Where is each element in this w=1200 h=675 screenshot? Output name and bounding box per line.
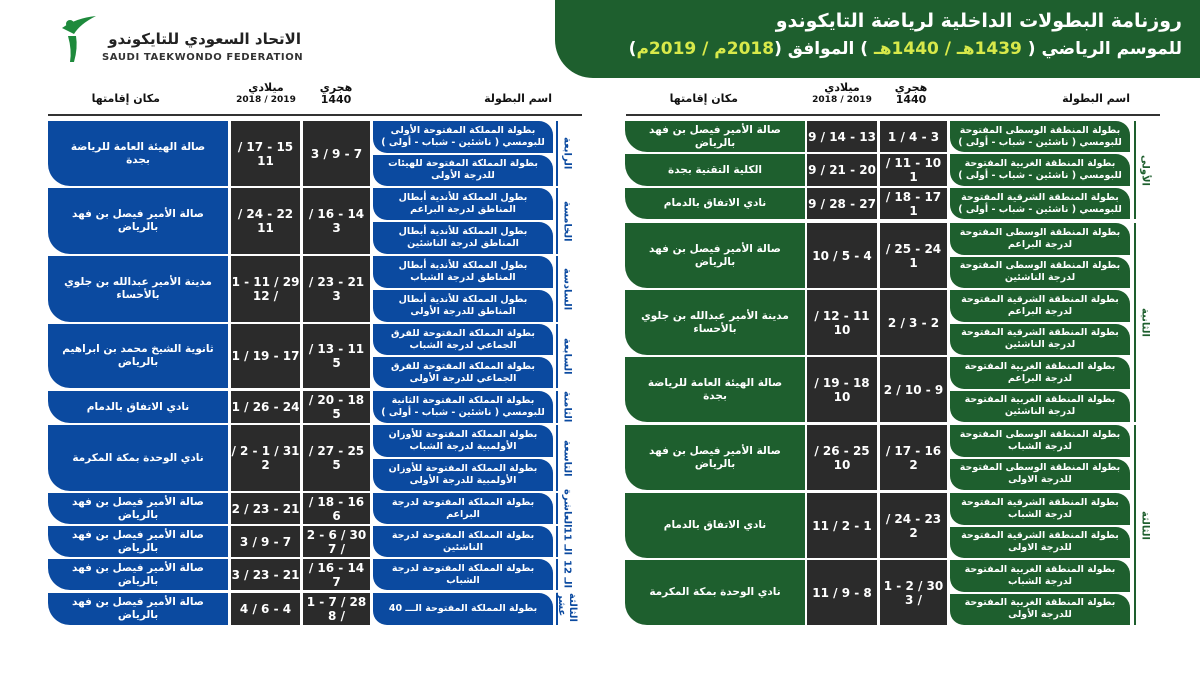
round-label: الأولى — [1134, 121, 1154, 219]
venue: مدينة الأمير عبدالله بن جلوي بالأحساء — [625, 290, 805, 355]
miladi-date: 20 - 21 / 9 — [807, 154, 877, 186]
championship-name: بطولة المنطقة الغربية المفتوحة لدرجة الناشئين — [950, 391, 1130, 423]
championship-name: بطولة المنطقة الشرقية المفتوحة لدرجة الناشئين — [950, 324, 1130, 356]
championship-name: بطول المملكة للأندية أبطال المناطق لدرجة الناشئين — [373, 222, 553, 254]
miladi-date: 25 - 26 / 10 — [807, 425, 877, 490]
round-label: الثامنة — [556, 391, 576, 423]
round-label: الثالثة — [1134, 425, 1154, 625]
miladi-date: 24 - 26 / 1 — [231, 391, 300, 423]
championship-name: بطولة المنطقة الغربية المفتوحة لدرجة البراعم — [950, 357, 1130, 389]
hijri-date: 30 / 6 - 2 / 7 — [303, 526, 370, 557]
championship-name: بطولة المنطقة الوسطى المفتوحة للدرجة الاولى — [950, 459, 1130, 491]
miladi-date: 17 - 19 / 1 — [231, 324, 300, 388]
miladi-date: 31 / 1 - 2 / 2 — [231, 425, 300, 491]
round-label: التاسعة — [556, 425, 576, 491]
miladi-date: 13 - 14 / 9 — [807, 121, 877, 152]
championship-name: بطولة المملكة المفتوحة الثانية للبومسي ( ناشئين - شباب - أولى ) — [373, 391, 553, 423]
hijri-date: 2 - 3 / 2 — [880, 290, 947, 355]
championship-name: بطولة المملكة المفتوحة الـــ 40 — [373, 593, 553, 625]
miladi-date: 11 - 12 / 10 — [807, 290, 877, 355]
miladi-date: 4 - 5 / 10 — [807, 223, 877, 288]
championship-name: بطولة المنطقة الغربية المفتوحة للدرجة الأولى — [950, 594, 1130, 626]
round-label: الـ 11 — [556, 526, 576, 557]
venue: صالة الأمير فيصل بن فهد بالرياض — [625, 223, 805, 288]
championship-name: بطولة المملكة المفتوحة لدرجة الناشئين — [373, 526, 553, 557]
venue: نادي الوحدة بمكة المكرمة — [48, 425, 228, 491]
championship-name: بطولة المنطقة الوسطى المفتوحة للبومسي ( ناشئين - شباب - أولى ) — [950, 121, 1130, 152]
championship-name: بطولة المنطقة الشرقية المفتوحة للبومسي ( ناشئين - شباب - أولى ) — [950, 188, 1130, 219]
left-col-hijri: هجري 1440 — [319, 81, 353, 106]
right-col-name: اسم البطولة — [1062, 92, 1130, 105]
round-label: الثالثة عشر — [556, 593, 576, 625]
championship-name: بطولة المملكة المفتوحة لدرجة الشباب — [373, 559, 553, 590]
championship-name: بطولة المنطقة الوسطى المفتوحة لدرجة الناشئين — [950, 257, 1130, 289]
left-col-name: اسم البطولة — [484, 92, 552, 105]
round-label: الثانية — [1134, 223, 1154, 422]
header-title: روزنامة البطولات الداخلية لرياضة التايكوندو — [775, 10, 1182, 32]
miladi-date: 15 - 17 / 11 — [231, 121, 300, 186]
round-label: الـ 12 — [556, 559, 576, 590]
taekwondo-logo-icon — [58, 14, 98, 64]
venue: نادي الاتفاق بالدمام — [625, 493, 805, 558]
hijri-date: 16 - 17 / 2 — [880, 425, 947, 490]
hijri-date: 3 - 4 / 1 — [880, 121, 947, 152]
hijri-date: 24 - 25 / 1 — [880, 223, 947, 288]
round-label: الخامسة — [556, 188, 576, 254]
hijri-date: 14 - 16 / 3 — [303, 188, 370, 254]
hijri-date: 28 / 7 - 1 / 8 — [303, 593, 370, 625]
hijri-date: 9 - 10 / 2 — [880, 357, 947, 422]
hijri-date: 25 - 27 / 5 — [303, 425, 370, 491]
venue: صالة الأمير فيصل بن فهد بالرياض — [48, 188, 228, 254]
venue: مدينة الأمير عبدالله بن جلوي بالأحساء — [48, 256, 228, 322]
miladi-date: 18 - 19 / 10 — [807, 357, 877, 422]
championship-name: بطولة المملكة المفتوحة الأولى للبومسي ( ناشئين - شباب - أولى ) — [373, 121, 553, 153]
hijri-date: 17 - 18 / 1 — [880, 188, 947, 219]
championship-name: بطولة المملكة المفتوحة لدرجة البراعم — [373, 493, 553, 524]
venue: صالة الأمير فيصل بن فهد بالرياض — [48, 593, 228, 625]
miladi-date: 1 - 2 / 11 — [807, 493, 877, 558]
miladi-date: 29 / 11 - 1 / 12 — [231, 256, 300, 322]
venue: صالة الأمير فيصل بن فهد بالرياض — [625, 121, 805, 152]
miladi-date: 21 - 23 / 2 — [231, 493, 300, 524]
venue: نادي الاتفاق بالدمام — [48, 391, 228, 423]
championship-name: بطول المملكة للأندية أبطال المناطق لدرجة البراعم — [373, 188, 553, 220]
championship-name: بطولة المملكة المفتوحة للأوزان الأولمبية لدرجة الشباب — [373, 425, 553, 457]
miladi-date: 8 - 9 / 11 — [807, 560, 877, 625]
championship-name: بطولة المنطقة الغربية المفتوحة لدرجة الشباب — [950, 560, 1130, 592]
page-header — [555, 0, 1200, 78]
championship-name: بطولة المملكة المفتوحة للأوزان الأولمبية للدرجة الأولى — [373, 459, 553, 491]
right-header-divider — [626, 114, 1160, 116]
venue: الكلية التقنية بجدة — [625, 154, 805, 186]
venue: نادي الوحدة بمكة المكرمة — [625, 560, 805, 625]
venue: ثانوية الشيخ محمد بن ابراهيم بالرياض — [48, 324, 228, 388]
venue: صالة الأمير فيصل بن فهد بالرياض — [48, 493, 228, 524]
championship-name: بطولة المملكة المفتوحة للفرق الجماعي لدرجة الشباب — [373, 324, 553, 355]
round-label: الرابعة — [556, 121, 576, 186]
round-label: السابعة — [556, 324, 576, 388]
venue: صالة الهيئة العامة للرياضة بجدة — [48, 121, 228, 186]
championship-name: بطولة المملكة المفتوحة للفرق الجماعي للدرجة الأولى — [373, 357, 553, 388]
championship-name: بطولة المنطقة الشرقية المفتوحة لدرجة الشباب — [950, 493, 1130, 525]
venue: صالة الأمير فيصل بن فهد بالرياض — [48, 526, 228, 557]
miladi-date: 4 - 6 / 4 — [231, 593, 300, 625]
right-col-hijri: هجري 1440 — [894, 81, 928, 106]
hijri-date: 14 - 16 / 7 — [303, 559, 370, 590]
venue: صالة الهيئة العامة للرياضة بجدة — [625, 357, 805, 422]
championship-name: بطولة المنطقة الشرقية المفتوحة للدرجة الاولى — [950, 527, 1130, 559]
logo-english-name: SAUDI TAEKWONDO FEDERATION — [102, 52, 304, 63]
championship-name: بطول المملكة للأندية أبطال المناطق للدرجة الأولى — [373, 290, 553, 322]
championship-name: بطولة المنطقة الوسطى المفتوحة لدرجة البراعم — [950, 223, 1130, 255]
championship-name: بطول المملكة للأندية أبطال المناطق لدرجة الشباب — [373, 256, 553, 288]
venue: صالة الأمير فيصل بن فهد بالرياض — [625, 425, 805, 490]
header-season: للموسم الرياضي ( 1439هـ / 1440هـ ) الموافق (2018م / 2019م) — [628, 39, 1182, 59]
miladi-date: 22 - 24 / 11 — [231, 188, 300, 254]
hijri-date: 23 - 24 / 2 — [880, 493, 947, 558]
right-col-miladi: ميلادي 2019 / 2018 — [812, 81, 872, 105]
hijri-date: 30 / 2 - 1 / 3 — [880, 560, 947, 625]
championship-name: بطولة المنطقة الغربية المفتوحة للبومسي ( ناشئين - شباب - أولى ) — [950, 154, 1130, 186]
miladi-date: 21 - 23 / 3 — [231, 559, 300, 590]
miladi-date: 27 - 28 / 9 — [807, 188, 877, 219]
venue: صالة الأمير فيصل بن فهد بالرياض — [48, 559, 228, 590]
hijri-date: 16 - 18 / 6 — [303, 493, 370, 524]
hijri-date: 11 - 13 / 5 — [303, 324, 370, 388]
hijri-date: 18 - 20 / 5 — [303, 391, 370, 423]
right-col-venue: مكان إقامتها — [669, 92, 738, 105]
federation-logo — [58, 10, 308, 70]
left-col-venue: مكان إقامتها — [91, 92, 160, 105]
hijri-date: 7 - 9 / 3 — [303, 121, 370, 186]
championship-name: بطولة المملكة المفتوحة للهيئات للدرجة الأولى — [373, 155, 553, 187]
hijri-date: 21 - 23 / 3 — [303, 256, 370, 322]
venue: نادي الاتفاق بالدمام — [625, 188, 805, 219]
round-label: السادسة — [556, 256, 576, 322]
left-header-divider — [48, 114, 582, 116]
left-col-miladi: ميلادي 2019 / 2018 — [236, 81, 296, 105]
logo-arabic-name: الاتحاد السعودي للتايكوندو — [108, 30, 301, 48]
championship-name: بطولة المنطقة الشرقية المفتوحة لدرجة البراعم — [950, 290, 1130, 322]
round-label: العاشرة — [556, 493, 576, 524]
hijri-date: 10 - 11 / 1 — [880, 154, 947, 186]
championship-name: بطولة المنطقة الوسطى المفتوحة لدرجة الشباب — [950, 425, 1130, 457]
miladi-date: 7 - 9 / 3 — [231, 526, 300, 557]
